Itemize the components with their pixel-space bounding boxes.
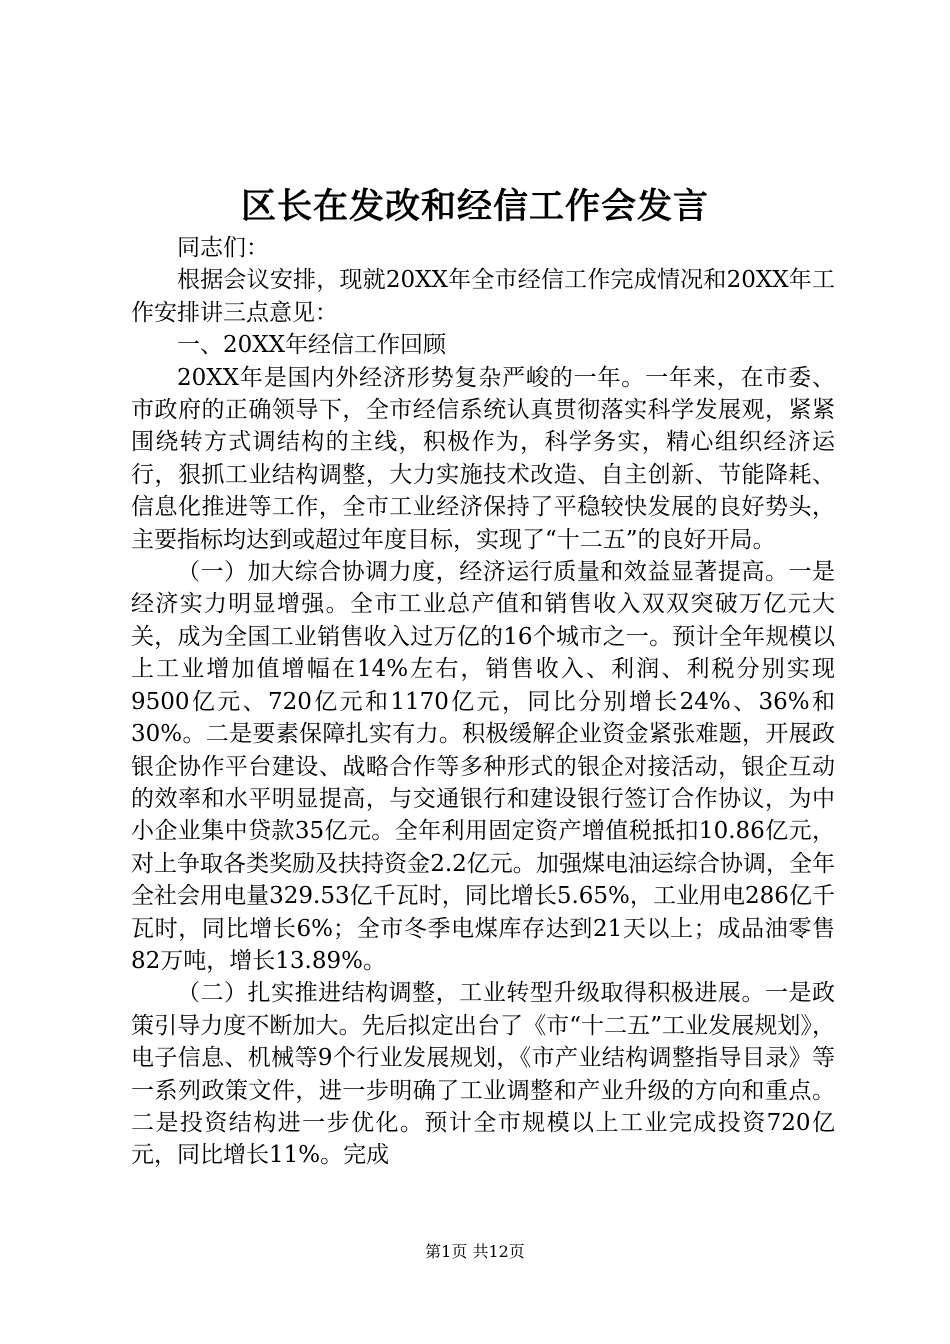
section-heading-review: 一、20XX年经信工作回顾	[177, 332, 447, 359]
paragraph-overview: 20XX年是国内外经济形势复杂严峻的一年。一年来，在市委、市政府的正确领导下，全市经信系统认真贯彻落实科学发展观，紧紧围绕转方式调结构的主线，积极作为，科学务实，精心组织经济运行，狠抓工业结构调整，大力实施技术改造、自主创新、节能降耗、信息化推进等工作，全市工业经济保持了平稳较快发展的良好势头，主要指标均达到或超过年度目标，实现了“十二五”的良好开局。	[131, 364, 835, 553]
paragraph-intro: 根据会议安排，现就20XX年全市经信工作完成情况和20XX年工作安排讲三点意见：	[131, 267, 835, 326]
paragraph-section-one: （一）加大综合协调力度，经济运行质量和效益显著提高。一是经济实力明显增强。全市工业总产值和销售收入双双突破万亿元大关，成为全国工业销售收入过万亿的16个城市之一。预计全年规模以上工业增加值增幅在14%左右，销售收入、利润、利税分别实现9500亿元、720亿元和1170亿元，同比分别增长24%、36%和30%。二是要素保障扎实有力。积极缓解企业资金紧张难题，开展政银企协作平台建设、战略合作等多种形式的银企对接活动，银企互动的效率和水平明显提高，与交通银行和建设银行签订合作协议，为中小企业集中贷款35亿元。全年利用固定资产增值税抵扣10.86亿元，对上争取各类奖励及扶持资金2.2亿元。加强煤电油运综合协调，全年全社会用电量329.53亿千瓦时，同比增长5.65%，工业用电286亿千瓦时，同比增长6%；全市冬季电煤库存达到21天以上；成品油零售82万吨，增长13.89%。	[131, 559, 835, 974]
page-number-footer: 第1页 共12页	[425, 1242, 525, 1261]
document-body	[131, 232, 835, 1172]
document-title: 区长在发改和经信工作会发言	[240, 186, 709, 227]
paragraph-salutation: 同志们：	[177, 235, 269, 261]
paragraph-section-two: （二）扎实推进结构调整，工业转型升级取得积极进展。一是政策引导力度不断加大。先后拟定出台了《市“十二五”工业发展规划》，电子信息、机械等9个行业发展规划，《市产业结构调整指导目录》等一系列政策文件，进一步明确了工业调整和产业升级的方向和重点。二是投资结构进一步优化。预计全市规模以上工业完成投资720亿元，同比增长11%。完成	[131, 980, 835, 1169]
